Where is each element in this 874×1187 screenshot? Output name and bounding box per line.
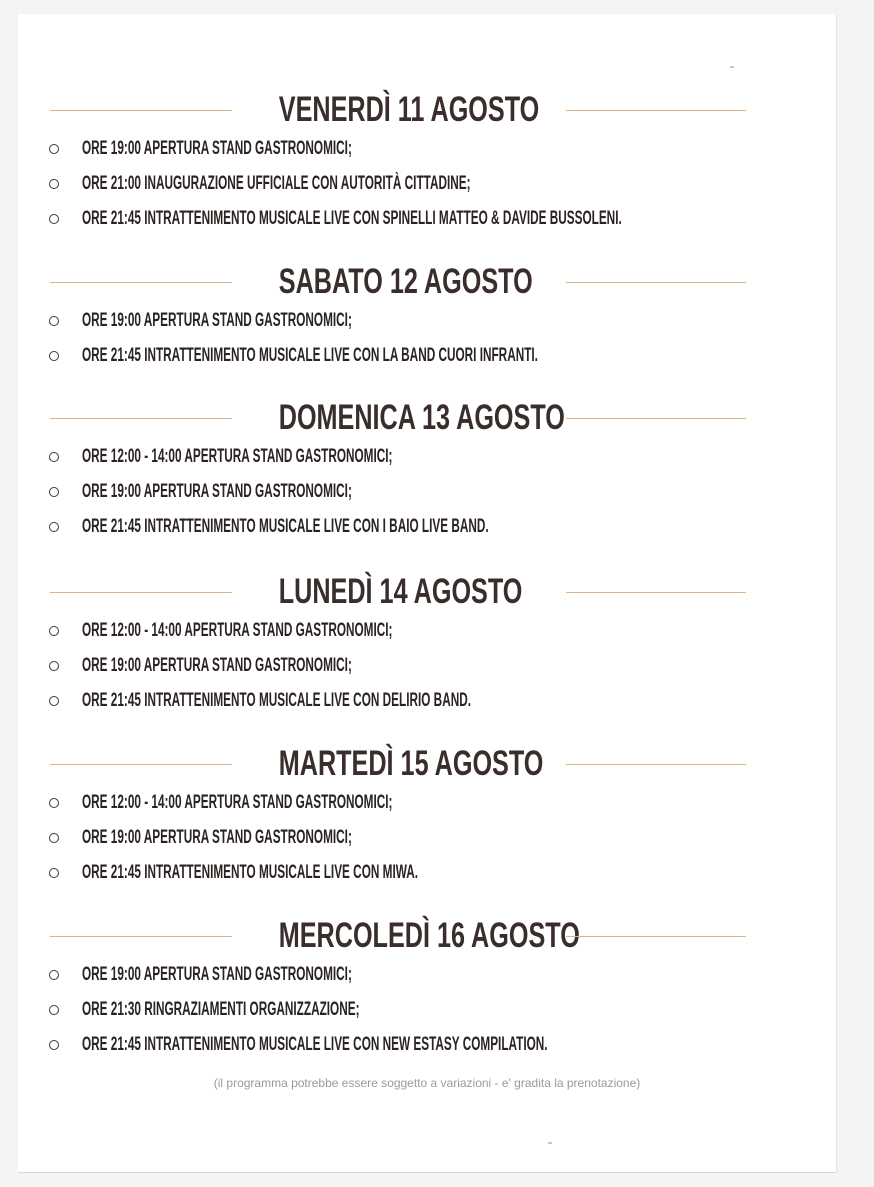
event-list xyxy=(18,960,836,1065)
day-header xyxy=(18,568,836,616)
event-text: ORE 21:45 INTRATTENIMENTO MUSICALE LIVE CON NEW ESTASY COMPILATION. xyxy=(82,1034,548,1055)
divider-right xyxy=(566,282,746,283)
day-title: VENERDÌ 11 AGOSTO xyxy=(278,90,540,129)
divider-right xyxy=(566,592,746,593)
divider-left xyxy=(50,418,232,419)
event-item xyxy=(18,960,836,995)
event-item xyxy=(18,788,836,823)
event-item xyxy=(18,1030,836,1065)
circle-bullet-icon xyxy=(49,696,59,706)
event-text: ORE 21:30 RINGRAZIAMENTI ORGANIZZAZIONE; xyxy=(82,999,360,1020)
circle-bullet-icon xyxy=(49,316,59,326)
event-item xyxy=(18,651,836,686)
day-section-lunedi xyxy=(18,568,836,721)
day-title: MARTEDÌ 15 AGOSTO xyxy=(278,744,544,783)
scan-speck xyxy=(730,66,734,68)
program-disclaimer: (il programma potrebbe essere soggetto a variazioni - e' gradita la prenotazione) xyxy=(213,1076,641,1090)
circle-bullet-icon xyxy=(49,144,59,154)
event-item xyxy=(18,616,836,651)
circle-bullet-icon xyxy=(49,214,59,224)
circle-bullet-icon xyxy=(49,351,59,361)
circle-bullet-icon xyxy=(49,1005,59,1015)
event-list xyxy=(18,616,836,721)
day-title: DOMENICA 13 AGOSTO xyxy=(278,398,565,437)
event-item xyxy=(18,477,836,512)
event-item xyxy=(18,134,836,169)
event-text: ORE 12:00 - 14:00 APERTURA STAND GASTRONOMICI; xyxy=(82,792,393,813)
event-text: ORE 21:00 INAUGURAZIONE UFFICIALE CON AUTORITÀ CITTADINE; xyxy=(82,173,471,194)
event-item xyxy=(18,442,836,477)
circle-bullet-icon xyxy=(49,179,59,189)
event-item xyxy=(18,686,836,721)
circle-bullet-icon xyxy=(49,661,59,671)
event-text: ORE 21:45 INTRATTENIMENTO MUSICALE LIVE CON MIWA. xyxy=(82,862,418,883)
day-section-martedi xyxy=(18,740,836,893)
divider-right xyxy=(566,764,746,765)
day-title: LUNEDÌ 14 AGOSTO xyxy=(278,572,523,611)
day-header xyxy=(18,394,836,442)
event-text: ORE 21:45 INTRATTENIMENTO MUSICALE LIVE CON I BAIO LIVE BAND. xyxy=(82,516,489,537)
day-section-domenica xyxy=(18,394,836,547)
circle-bullet-icon xyxy=(49,626,59,636)
circle-bullet-icon xyxy=(49,487,59,497)
day-header xyxy=(18,258,836,306)
divider-left xyxy=(50,936,232,937)
event-text: ORE 19:00 APERTURA STAND GASTRONOMICI; xyxy=(82,964,352,985)
event-item xyxy=(18,823,836,858)
day-section-venerdi xyxy=(18,86,836,239)
day-header xyxy=(18,912,836,960)
event-list xyxy=(18,442,836,547)
day-title: SABATO 12 AGOSTO xyxy=(278,262,533,301)
event-item xyxy=(18,995,836,1030)
event-item xyxy=(18,169,836,204)
event-item xyxy=(18,341,836,376)
event-text: ORE 19:00 APERTURA STAND GASTRONOMICI; xyxy=(82,310,352,331)
circle-bullet-icon xyxy=(49,833,59,843)
divider-right xyxy=(566,110,746,111)
event-text: ORE 19:00 APERTURA STAND GASTRONOMICI; xyxy=(82,655,352,676)
event-text: ORE 21:45 INTRATTENIMENTO MUSICALE LIVE CON DELIRIO BAND. xyxy=(82,690,471,711)
event-list xyxy=(18,306,836,376)
event-text: ORE 19:00 APERTURA STAND GASTRONOMICI; xyxy=(82,827,352,848)
circle-bullet-icon xyxy=(49,522,59,532)
event-item xyxy=(18,204,836,239)
event-text: ORE 21:45 INTRATTENIMENTO MUSICALE LIVE CON SPINELLI MATTEO & DAVIDE BUSSOLENI. xyxy=(82,208,622,229)
circle-bullet-icon xyxy=(49,970,59,980)
divider-right xyxy=(566,936,746,937)
event-list xyxy=(18,134,836,239)
event-item xyxy=(18,512,836,547)
scan-speck xyxy=(548,1142,552,1144)
circle-bullet-icon xyxy=(49,868,59,878)
divider-left xyxy=(50,592,232,593)
divider-left xyxy=(50,110,232,111)
event-text: ORE 19:00 APERTURA STAND GASTRONOMICI; xyxy=(82,138,352,159)
day-header xyxy=(18,740,836,788)
circle-bullet-icon xyxy=(49,452,59,462)
day-header xyxy=(18,86,836,134)
event-list xyxy=(18,788,836,893)
circle-bullet-icon xyxy=(49,1040,59,1050)
event-text: ORE 12:00 - 14:00 APERTURA STAND GASTRONOMICI; xyxy=(82,446,393,467)
day-section-mercoledi xyxy=(18,912,836,1065)
event-item xyxy=(18,858,836,893)
divider-left xyxy=(50,282,232,283)
divider-left xyxy=(50,764,232,765)
event-text: ORE 21:45 INTRATTENIMENTO MUSICALE LIVE CON LA BAND CUORI INFRANTI. xyxy=(82,345,538,366)
day-title: MERCOLEDÌ 16 AGOSTO xyxy=(278,916,580,955)
event-text: ORE 19:00 APERTURA STAND GASTRONOMICI; xyxy=(82,481,352,502)
divider-right xyxy=(566,418,746,419)
event-item xyxy=(18,306,836,341)
program-sheet xyxy=(18,14,837,1173)
event-text: ORE 12:00 - 14:00 APERTURA STAND GASTRONOMICI; xyxy=(82,620,393,641)
day-section-sabato xyxy=(18,258,836,376)
circle-bullet-icon xyxy=(49,798,59,808)
